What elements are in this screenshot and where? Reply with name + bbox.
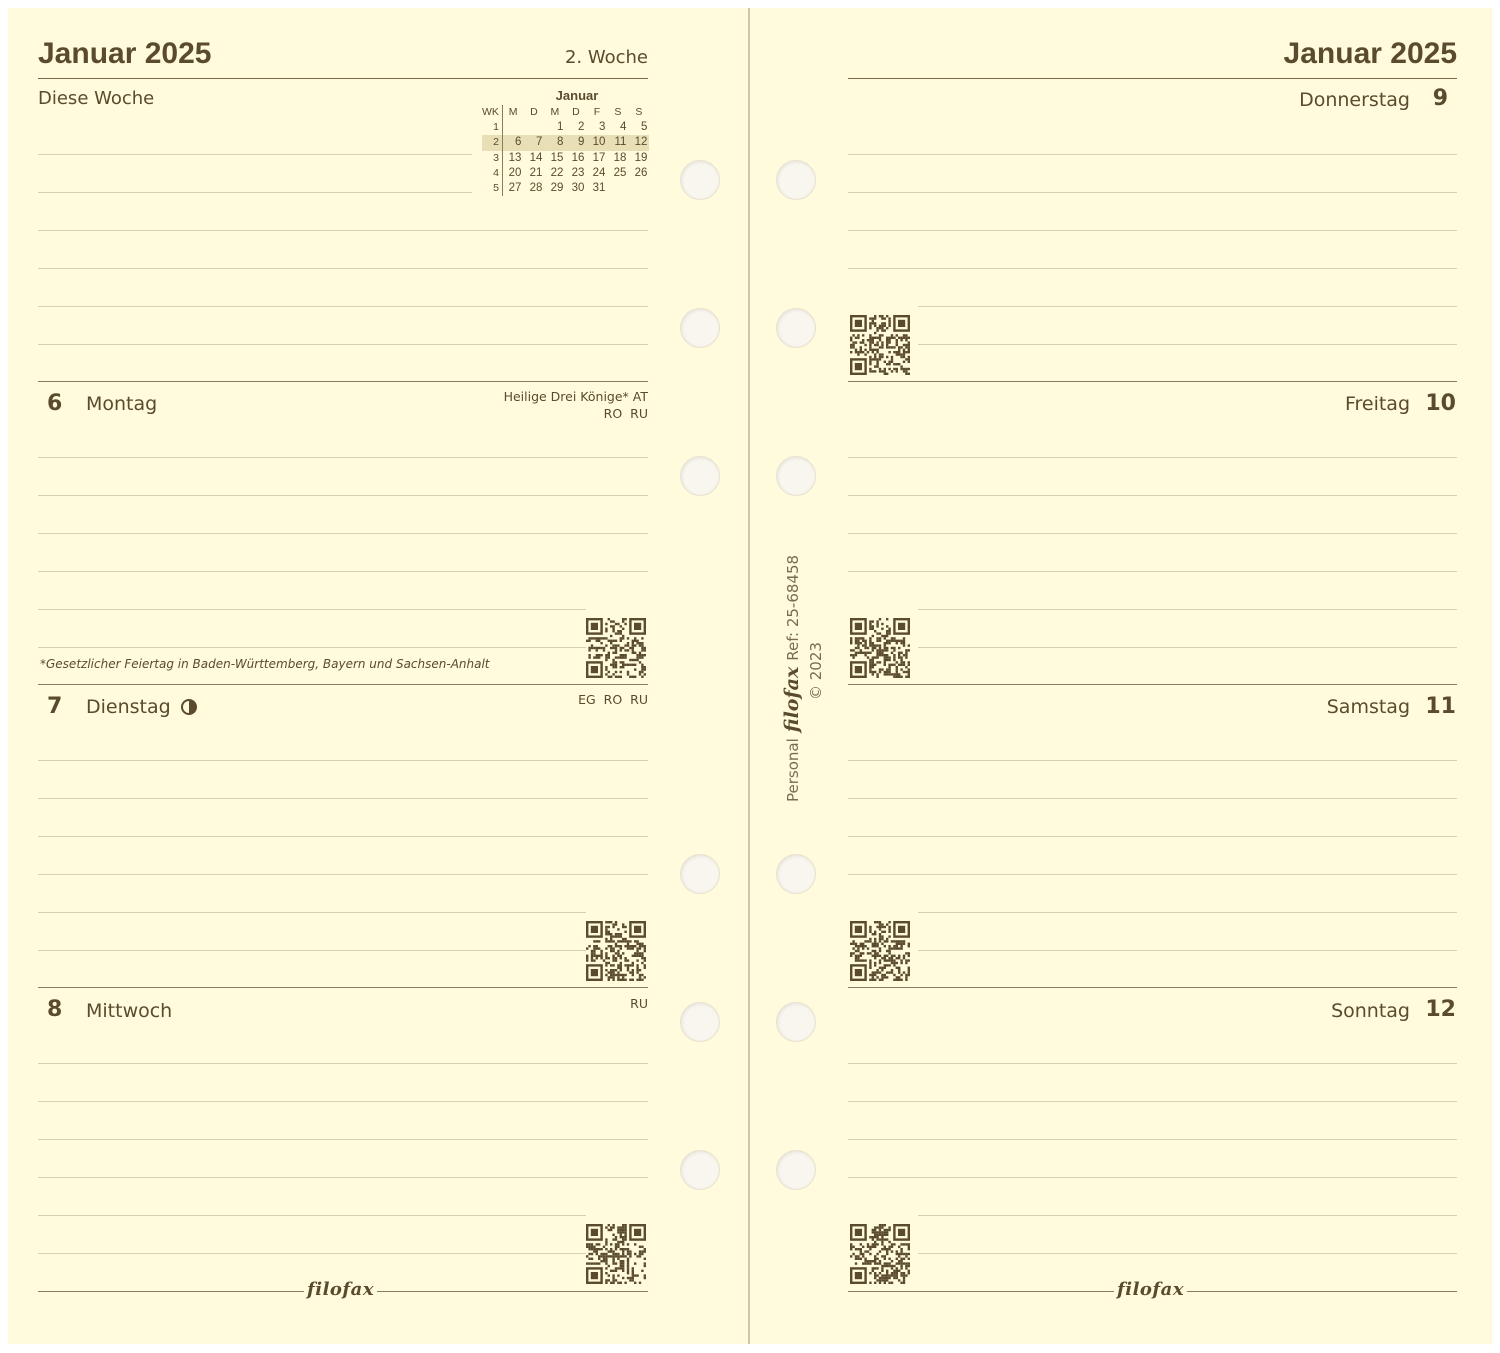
writing-line <box>918 306 1457 307</box>
weekday-header: S <box>635 106 643 118</box>
writing-line <box>38 798 648 799</box>
ring-hole <box>776 308 816 348</box>
week-number: 4 <box>482 166 502 181</box>
calendar-day: 31 <box>592 182 606 195</box>
this-week-label: Diese Woche <box>38 88 155 109</box>
calendar-day <box>502 120 523 135</box>
writing-line <box>38 533 648 534</box>
weekday-header: S <box>614 106 622 118</box>
writing-line <box>848 1139 1457 1140</box>
calendar-day: 9 <box>565 135 586 150</box>
calendar-day: 22 <box>550 166 564 179</box>
ring-hole <box>680 160 720 200</box>
calendar-day: 20 <box>508 166 522 179</box>
calendar-day: 4 <box>620 121 627 134</box>
writing-line <box>38 1253 586 1254</box>
calendar-day <box>523 120 544 135</box>
calendar-day: 12 <box>628 135 649 150</box>
weekday-header: M <box>508 106 518 118</box>
weekday-header: M <box>550 106 560 118</box>
calendar-day: 5 <box>641 121 648 134</box>
calendar-day: 16 <box>571 151 585 164</box>
calendar-day <box>628 181 649 196</box>
week-column-header: WK <box>482 105 502 120</box>
day-separator <box>848 987 1457 988</box>
calendar-day: 27 <box>508 182 522 195</box>
writing-line <box>918 912 1457 913</box>
day-name: Dienstag <box>86 696 171 718</box>
writing-line <box>848 836 1457 837</box>
calendar-day: 11 <box>607 135 628 150</box>
day-separator <box>38 987 648 988</box>
qr-code-icon <box>586 921 646 981</box>
writing-line <box>38 760 648 761</box>
calendar-day: 15 <box>550 151 564 164</box>
day-name: Donnerstag <box>1299 89 1410 111</box>
calendar-day: 28 <box>529 182 543 195</box>
calendar-day: 10 <box>586 135 607 150</box>
writing-line <box>848 268 1457 269</box>
writing-line <box>38 306 648 307</box>
writing-line <box>38 344 648 345</box>
qr-code-icon <box>850 1224 910 1284</box>
writing-line <box>38 495 648 496</box>
calendar-day: 7 <box>523 135 544 150</box>
writing-line <box>848 533 1457 534</box>
writing-line <box>38 1139 648 1140</box>
qr-code-icon <box>586 618 646 678</box>
day-number: 7 <box>47 694 63 719</box>
calendar-day: 1 <box>557 121 564 134</box>
calendar-day: 29 <box>550 182 564 195</box>
writing-line <box>38 647 586 648</box>
writing-line <box>918 1215 1457 1216</box>
calendar-day: 23 <box>571 166 585 179</box>
filofax-logo: filofax <box>1114 1279 1187 1300</box>
ring-hole <box>776 1150 816 1190</box>
writing-line <box>848 154 1457 155</box>
calendar-day: 21 <box>529 166 543 179</box>
calendar-day: 3 <box>599 121 606 134</box>
writing-line <box>918 647 1457 648</box>
ring-hole <box>776 854 816 894</box>
right-title-rule <box>848 78 1457 79</box>
writing-line <box>848 571 1457 572</box>
filofax-logo: filofax <box>781 666 803 733</box>
spine-divider <box>748 8 750 1344</box>
left-title-rule <box>38 78 648 79</box>
writing-line <box>848 1063 1457 1064</box>
week-number: 1 <box>482 120 502 135</box>
writing-line <box>848 1101 1457 1102</box>
writing-line <box>848 457 1457 458</box>
weekday-header: D <box>530 106 538 118</box>
writing-line <box>38 1101 648 1102</box>
writing-line <box>848 495 1457 496</box>
ring-hole <box>776 160 816 200</box>
calendar-day: 8 <box>544 135 565 150</box>
calendar-day: 24 <box>592 166 606 179</box>
day-separator <box>38 381 648 382</box>
day-number: 9 <box>1432 86 1448 111</box>
calendar-day: 18 <box>613 151 627 164</box>
writing-line <box>38 1063 648 1064</box>
writing-line <box>848 874 1457 875</box>
mini-calendar-week-row <box>482 120 649 135</box>
calendar-day: 26 <box>634 166 648 179</box>
day-number: 11 <box>1425 694 1456 719</box>
week-number: 5 <box>482 181 502 196</box>
reference-number: Ref: 25-68458 <box>784 554 802 661</box>
writing-line <box>38 230 648 231</box>
writing-line <box>918 344 1457 345</box>
day-name: Samstag <box>1326 696 1410 718</box>
writing-line <box>38 268 648 269</box>
day-separator <box>848 381 1457 382</box>
spine-info <box>781 555 803 802</box>
week-number: 3 <box>482 151 502 166</box>
writing-line <box>38 1177 648 1178</box>
writing-line <box>848 760 1457 761</box>
ring-hole <box>680 308 720 348</box>
writing-line <box>38 836 648 837</box>
mini-calendar-week-row <box>482 135 649 150</box>
day-name: Mittwoch <box>86 1000 173 1022</box>
calendar-day: 6 <box>502 135 523 150</box>
mini-calendar-grid <box>482 105 649 196</box>
writing-line <box>38 609 586 610</box>
writing-line <box>848 230 1457 231</box>
holiday-info: EG RO RU <box>578 692 648 707</box>
day-number: 10 <box>1425 391 1456 416</box>
filofax-logo: filofax <box>304 1279 377 1300</box>
weekday-header: F <box>593 106 601 118</box>
day-name: Sonntag <box>1331 1000 1410 1022</box>
holiday-info: RU <box>630 996 648 1011</box>
writing-line <box>38 1215 586 1216</box>
copyright-notice: © 2023 <box>807 642 825 700</box>
calendar-day: 17 <box>592 151 606 164</box>
writing-line <box>848 798 1457 799</box>
calendar-day: 14 <box>529 151 543 164</box>
day-name: Freitag <box>1344 393 1410 415</box>
mini-calendar <box>482 88 650 196</box>
holiday-info: Heilige Drei Könige* AT RO RU <box>503 389 648 421</box>
planner-size-label: Personal <box>784 738 802 802</box>
writing-line <box>38 912 586 913</box>
ring-hole <box>776 456 816 496</box>
mini-calendar-week-row <box>482 166 649 181</box>
week-number: 2 <box>482 135 502 150</box>
writing-line <box>38 950 586 951</box>
writing-line <box>38 154 472 155</box>
mini-calendar-title: Januar <box>555 88 599 103</box>
writing-line <box>918 1253 1457 1254</box>
day-separator <box>848 684 1457 685</box>
mini-calendar-week-row <box>482 151 649 166</box>
first-quarter-moon-icon <box>181 699 197 715</box>
writing-line <box>38 874 648 875</box>
writing-line <box>38 457 648 458</box>
calendar-day <box>607 181 628 196</box>
qr-code-icon <box>850 315 910 375</box>
calendar-day: 19 <box>634 151 648 164</box>
mini-calendar-header <box>482 105 649 120</box>
day-name: Montag <box>86 393 158 415</box>
calendar-day: 30 <box>571 182 585 195</box>
writing-line <box>38 571 648 572</box>
writing-line <box>918 609 1457 610</box>
calendar-day: 25 <box>613 166 627 179</box>
calendar-day: 2 <box>578 121 585 134</box>
day-separator <box>38 684 648 685</box>
ring-hole <box>680 1150 720 1190</box>
qr-code-icon <box>850 618 910 678</box>
holiday-footnote: *Gesetzlicher Feiertag in Baden-Württemberg, Bayern und Sachsen-Anhalt <box>40 657 490 671</box>
ring-hole <box>680 1002 720 1042</box>
calendar-day: 13 <box>508 151 522 164</box>
writing-line <box>848 1177 1457 1178</box>
day-number: 8 <box>47 997 63 1022</box>
writing-line <box>918 950 1457 951</box>
writing-line <box>848 192 1457 193</box>
weekday-header: D <box>572 106 580 118</box>
week-number-label: 2. Woche <box>564 47 648 68</box>
ring-hole <box>680 456 720 496</box>
left-page-title: Januar 2025 <box>38 37 212 70</box>
right-page-title: Januar 2025 <box>1283 37 1457 70</box>
qr-code-icon <box>850 921 910 981</box>
day-number: 12 <box>1425 997 1456 1022</box>
day-number: 6 <box>47 391 63 416</box>
qr-code-icon <box>586 1224 646 1284</box>
ring-hole <box>680 854 720 894</box>
writing-line <box>38 192 472 193</box>
mini-calendar-week-row <box>482 181 649 196</box>
ring-hole <box>776 1002 816 1042</box>
